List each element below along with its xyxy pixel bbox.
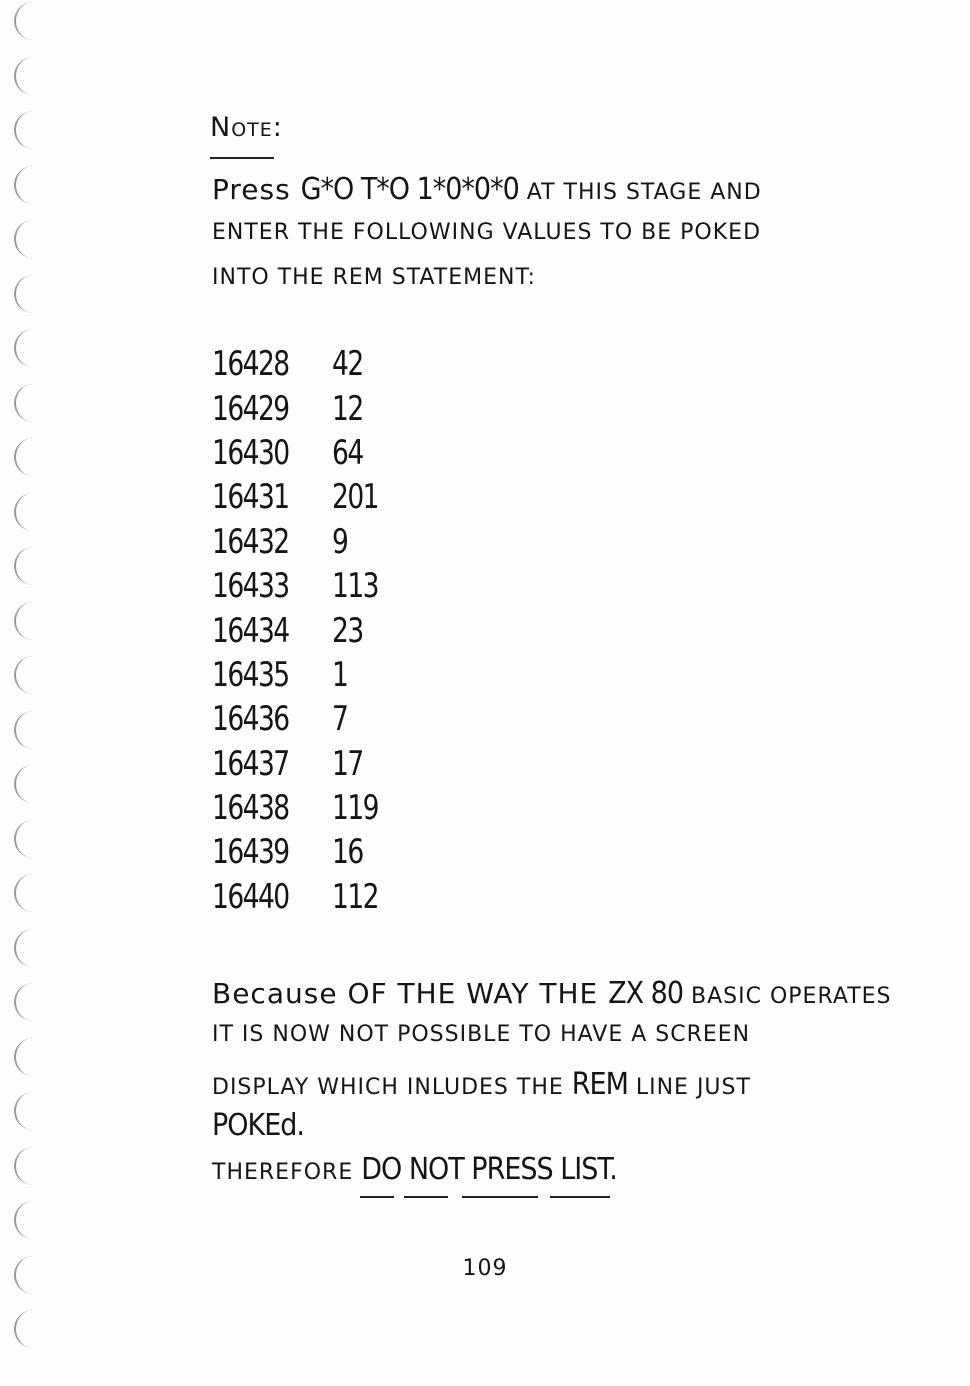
binding-hole [14,57,38,95]
poke-value-row [212,475,391,519]
poke-address: 16436 [212,699,289,740]
binding-hole [14,329,38,367]
poke-address: 16434 [212,610,289,651]
because-text: Because OF THE WAY THE [212,977,609,1010]
explanation-line-1-tail: BASIC OPERATES [683,984,892,1009]
intro-line-1-tail: AT THIS STAGE AND [518,180,762,205]
note-heading: Note: [210,112,283,143]
binding-hole [14,1147,38,1185]
binding-hole [14,1201,38,1239]
poke-value-row [212,742,391,786]
poke-value-row [212,520,391,564]
poke-value-row [212,875,391,919]
note-underline [210,157,274,159]
binding-hole [14,493,38,531]
page-number: 109 [462,1256,508,1281]
binding-hole [14,384,38,422]
explanation-line-5 [212,1152,617,1187]
poke-value-row [212,697,391,741]
poke-value: 64 [332,432,363,473]
poke-address: 16433 [212,566,289,607]
binding-hole [14,1038,38,1076]
poke-value-row [212,431,391,475]
binding-hole [14,874,38,912]
binding-hole [14,547,38,585]
therefore-text: THEREFORE [212,1160,362,1185]
binding-hole [14,765,38,803]
poke-address: 16435 [212,654,289,695]
explanation-line-4 [212,1108,304,1143]
explanation-line-3-tail: LINE JUST [627,1075,751,1100]
poke-address: 16440 [212,876,289,917]
poke-value: 23 [332,610,363,651]
binding-hole [14,220,38,258]
poke-value: 1 [332,654,348,695]
intro-line-3: INTO THE REM STATEMENT: [212,265,536,290]
poke-value-row [212,564,391,608]
poke-value: 112 [332,876,378,917]
explanation-line-2: IT IS NOW NOT POSSIBLE TO HAVE A SCREEN [212,1022,751,1047]
poke-value-row [212,786,391,830]
binding-hole [14,1310,38,1348]
poke-value-row [212,653,391,697]
binding-hole [14,2,38,40]
poke-address: 16438 [212,788,289,829]
poke-value: 119 [332,788,378,829]
poke-value: 7 [332,699,348,740]
poke-address: 16428 [212,344,289,385]
binding-hole [14,275,38,313]
poke-value-row [212,342,391,386]
underline-press [462,1196,538,1198]
underline-do [360,1196,394,1198]
binding-hole [14,438,38,476]
poked-text: POKEd. [212,1108,304,1143]
binding-hole [14,929,38,967]
poke-address: 16430 [212,432,289,473]
binding-holes [14,0,44,1386]
poke-address: 16429 [212,388,289,429]
binding-hole [14,656,38,694]
rem-text: REM [571,1067,628,1102]
poke-value-row [212,386,391,430]
poke-value: 9 [332,521,348,562]
poke-value: 113 [332,566,378,607]
binding-hole [14,820,38,858]
zx80-text: ZX 80 [608,976,684,1011]
binding-hole [14,1092,38,1130]
explanation-line-3-head: DISPLAY WHICH INLUDES THE [212,1075,572,1100]
explanation-line-1 [212,976,892,1011]
underline-not [404,1196,448,1198]
binding-hole [14,111,38,149]
poke-value-row [212,608,391,652]
poke-value: 201 [332,477,378,518]
poke-values-table [212,342,391,919]
underline-list [550,1196,610,1198]
poke-address: 16432 [212,521,289,562]
press-word: Press [212,173,301,206]
binding-hole [14,983,38,1021]
intro-line-2: ENTER THE FOLLOWING VALUES TO BE POKED [212,220,762,245]
poke-value-row [212,830,391,874]
binding-hole [14,711,38,749]
poke-value: 42 [332,344,363,385]
binding-hole [14,602,38,640]
poke-address: 16431 [212,477,289,518]
poke-address: 16439 [212,832,289,873]
binding-hole [14,166,38,204]
poke-value: 12 [332,388,363,429]
poke-value: 16 [332,832,363,873]
poke-address: 16437 [212,743,289,784]
explanation-line-3 [212,1067,751,1102]
intro-line-1 [212,172,762,207]
do-not-press-list-text: DO NOT PRESS LIST. [361,1152,617,1187]
goto-command: G*O T*O 1*0*0*0 [300,172,519,207]
poke-value: 17 [332,743,363,784]
